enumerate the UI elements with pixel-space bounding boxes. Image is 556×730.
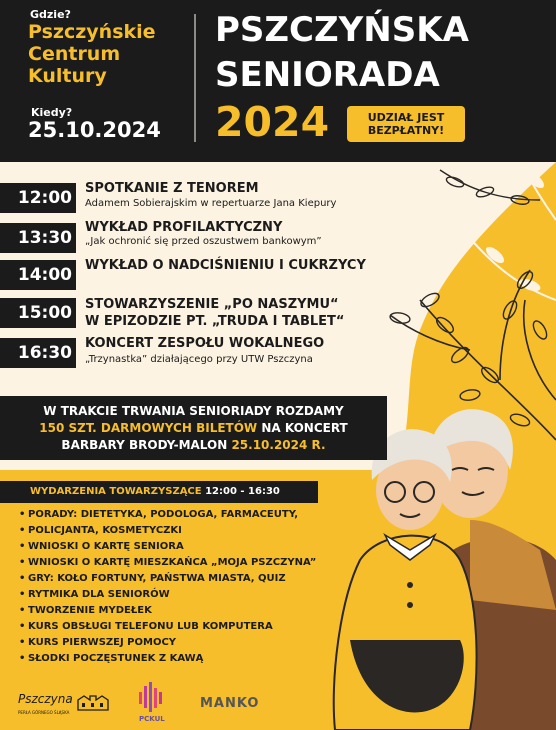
schedule-title-line-2: W EPIZODZIE PT. „TRUDA I TABLET“ [85,314,345,329]
venue-name [28,21,198,87]
list-item [19,571,354,587]
schedule-time: 13:30 [0,223,76,253]
item-text: POLICJANTA, KOSMETYCZKI [28,525,182,536]
schedule-title: WYKŁAD PROFILAKTYCZNY [85,220,283,235]
notice-line-1: W TRAKCIE TRWANIA SENIORIADY ROZDAMY [43,404,344,418]
pszczyna-logo-name: Pszczyna [18,692,73,706]
schedule-time: 16:30 [0,338,76,368]
pszczyna-logo [18,692,110,722]
list-item [19,555,354,571]
schedule-title: STOWARZYSZENIE „PO NASZYMU“ [85,297,339,312]
badge-line: BEZPŁATNY! [367,124,445,137]
item-text: SŁODKI POCZĘSTUNEK Z KAWĄ [28,653,204,664]
equalizer-icon [137,682,167,712]
list-item-continuation [19,523,354,539]
badge-line: UDZIAŁ JEST [367,111,445,124]
event-date: 25.10.2024 [28,118,161,142]
list-item [19,635,354,651]
event-year: 2024 [215,98,330,146]
schedule-subtitle: „Trzynastka” działającego przy UTW Pszczyna [85,354,313,365]
manko-logo [200,696,270,716]
schedule-time: 15:00 [0,298,76,328]
side-events-time: 12:00 - 16:30 [201,486,280,497]
item-text: DIETETYKA, PODOLOGA, FARMACEUTY, [77,509,299,520]
list-item [19,651,354,667]
list-item [19,507,354,523]
pckul-logo-name: PCKUL [139,715,165,723]
item-label: PORADY: [28,509,78,520]
notice-text: NA KONCERT [257,421,348,435]
list-item [19,619,354,635]
pszczyna-logo-tagline: PERŁA GÓRNEGO ŚLĄSKA [18,710,70,715]
item-label: WNIOSKI O KARTĘ SENIORA [28,541,184,552]
free-entry-badge [347,106,465,142]
notice-date: 25.10.2024 R. [227,438,326,452]
schedule-subtitle: „Jak ochronić się przed oszustwem bankowym” [85,236,322,247]
list-item [19,603,354,619]
manko-logo-name: MANKO [200,696,260,711]
item-text: KURS PIERWSZEJ POMOCY [28,637,177,648]
schedule [0,183,400,383]
schedule-title: KONCERT ZESPOŁU WOKALNEGO [85,336,325,351]
item-text: TWORZENIE MYDEŁEK [28,605,152,616]
schedule-time: 12:00 [0,183,76,213]
side-events-list [19,507,354,667]
notice-text: BARBARY BRODY-MALON [61,438,228,452]
item-text: KOŁO FORTUNY, PAŃSTWA MIASTA, QUIZ [53,573,286,584]
side-events-title: WYDARZENIA TOWARZYSZĄCE [30,486,202,497]
title-line-2: SENIORADA [215,55,440,95]
item-label: GRY: [28,573,54,584]
notice-line-3 [0,437,387,454]
side-events-header [0,481,318,503]
when-label: Kiedy? [31,106,73,119]
list-item [19,587,354,603]
list-item [19,539,354,555]
schedule-time: 14:00 [0,260,76,290]
notice-highlight: 150 SZT. DARMOWYCH BILETÓW [39,421,258,435]
item-label: WNIOSKI O KARTĘ MIESZKAŃCA „MOJA PSZCZYNA” [28,557,317,568]
free-tickets-notice [0,396,387,460]
title-line-1: PSZCZYŃSKA [215,10,469,50]
pckul-logo [137,682,167,726]
item-text: RYTMIKA DLA SENIORÓW [28,589,170,600]
item-text: KURS OBSŁUGI TELEFONU LUB KOMPUTERA [28,621,273,632]
header-divider [194,14,196,142]
schedule-subtitle: Adamem Sobierajskim w repertuarze Jana Kiepury [85,198,337,209]
schedule-title: SPOTKANIE Z TENOREM [85,181,259,196]
where-label: Gdzie? [30,8,71,21]
footer-logos [0,680,300,730]
venue-line: Kultury [28,65,107,87]
venue-line: Pszczyńskie [28,21,156,43]
castle-icon [76,692,110,712]
schedule-title: WYKŁAD O NADCIŚNIENIU I CUKRZYCY [85,258,366,273]
leaf-branch-top-dark [440,170,540,206]
notice-line-2 [0,420,387,437]
venue-line: Centrum [28,43,121,65]
